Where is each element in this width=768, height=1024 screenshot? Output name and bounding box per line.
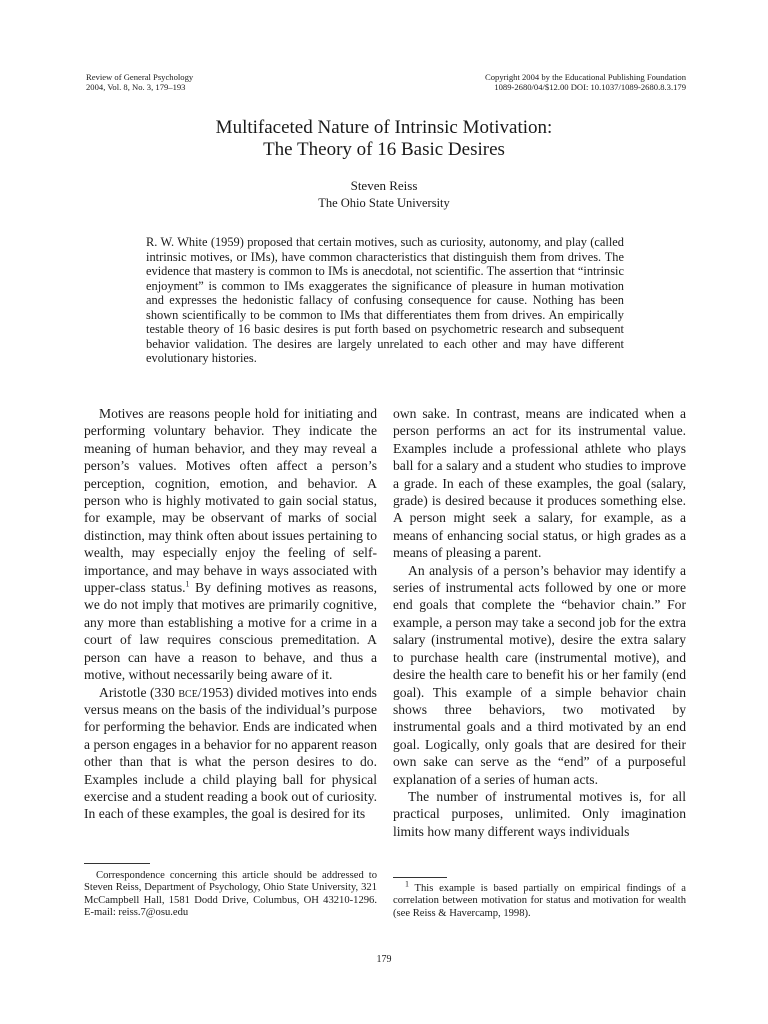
footnote-divider [393,877,447,878]
footnote-number: 1 [405,879,409,889]
footnote: $^1$ This example is based partially on empirical findings of a correlation between motivation for status and motivation for wealth (see Reiss & Havercamp, 1998). [393,879,686,919]
title-line-2: The Theory of 16 Basic Desires [263,139,505,160]
author-name: Steven Reiss [350,178,418,193]
body-paragraph: own sake. In contrast, means are indicated when a person performs an act for its instrumental value. Examples include a professional athlete who plays ball for a salary and a student who studies to improve a grade. In each of these examples, the goal (salary, grade) is desired because it produces something else. A person might seek a salary, for example, as a means of enhancing social status, or high grades as a means of pleasing a parent. [393,406,686,561]
body-paragraph: The number of instrumental motives is, for all practical purposes, unlimited. Only imagination limits how many different ways individuals [393,788,686,839]
page-number: 179 [376,954,392,965]
author-affiliation: The Ohio State University [318,196,450,210]
footnote-divider [84,863,150,864]
article-title [0,117,768,161]
journal-name: Review of General Psychology [86,72,194,82]
footnote-marker: 1 [185,579,190,589]
left-column [84,405,377,823]
doi-line: 1089-2680/04/$12.00 DOI: 10.1037/1089-2680.8.3.179 [494,82,686,92]
journal-citation [86,72,193,92]
correspondence-note: Correspondence concerning this article should be addressed to Steven Reiss, Department of Psychology, Ohio State University, 321 McCampbell Hall, 1581 Dodd Drive, Columbus, OH 43210-1296. E-mail: reiss.7@osu.edu [84,870,377,918]
title-line-1: Multifaceted Nature of Intrinsic Motivation: [215,117,553,138]
body-paragraph: An analysis of a person’s behavior may identify a series of instrumental acts followed by one or more end goals that complete the “behavior chain.” For example, a person may take a second job for the extra salary (instrumental motive), desire the extra salary to purchase health care (instrumental motive), and desire the health care to benefit his or her family (end goal). This example of a simple behavior chain shows three behaviors, two motivated by instrumental goals and a third motivated by an end goal. Logically, only goals that are desired for their own sake can serve as the “end” of a purposeful explanation of a series of human acts. [393,562,686,787]
body-paragraph: Aristotle (330 bce/1953) divided motives into ends versus means on the basis of the individual’s purpose for performing the behavior. Ends are indicated when a person engages in a behavior for no apparent reason other than that is what the person desires to do. Examples include a child playing ball for physical exercise and a student reading a book out of curiosity. In each of these examples, the goal is desired for its [84,684,377,822]
abstract: R. W. White (1959) proposed that certain motives, such as curiosity, autonomy, and play (called intrinsic motives, or IMs), have common characteristics that distinguish them from drives. The evidence that mastery is common to IMs is anecdotal, not scientific. The assertion that “intrinsic enjoyment” is common to IMs exaggerates the significance of pleasure in human motivation and expresses the hedonistic fallacy of confusing consequence for cause. Nothing has been shown scientifically to be common to IMs that differentiates them from drives. An empirically testable theory of 16 basic desires is put forth based on psychometric research and subsequent behavior validation. The desires are largely unrelated to each other and may have different evolutionary histories. [146,235,624,365]
journal-volume: 2004, Vol. 8, No. 3, 179–193 [86,82,186,92]
era-abbreviation: bce [178,684,198,700]
right-column [393,405,686,840]
body-paragraph: Motives are reasons people hold for initiating and performing voluntary behavior. They indicate the meaning of human behavior, and they may reveal a person’s values. Motives often affect a person’s perception, cognition, emotion, and behavior. A person who is highly motivated to gain social status, for example, may be observant of marks of social distinction, may think often about issues pertaining to wealth, may especially enjoy the feeling of self-importance, and may behave in ways associated with upper-class status.$^1$ By defining motives as reasons, we do not imply that motives are primarily cognitive, any more than establishing a motive for a crime in a court of law requires conscious premeditation. A person can have a reason to behave, and thus a motive, without necessarily being aware of it. [84,406,377,683]
copyright-line: Copyright 2004 by the Educational Publishing Foundation [485,72,686,82]
copyright-notice [485,72,686,92]
